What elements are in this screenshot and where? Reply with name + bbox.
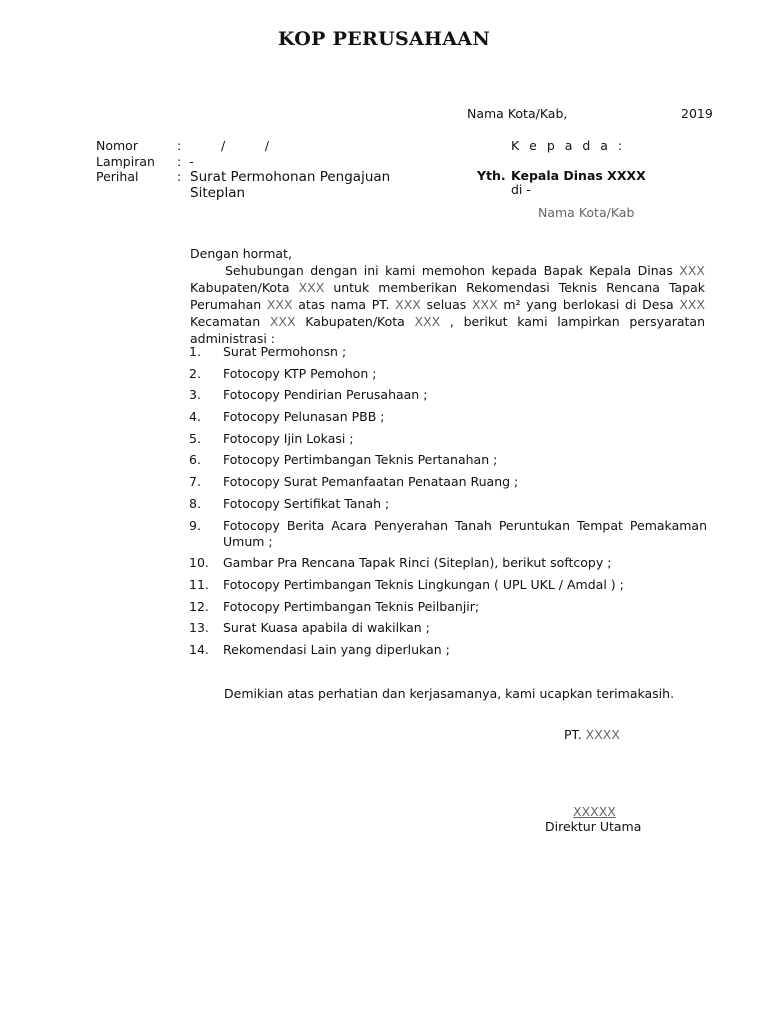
list-item: 11. Fotocopy Pertimbangan Teknis Lingkungan ( UPL UKL / Amdal ) ; bbox=[189, 576, 624, 592]
signer-title: Direktur Utama bbox=[545, 819, 642, 834]
list-item: 13. Surat Kuasa apabila di wakilkan ; bbox=[189, 620, 430, 636]
letterhead-title: KOP PERUSAHAAN bbox=[277, 28, 491, 50]
closing-text: Demikian atas perhatian dan kerjasamanya, kami ucapkan terimakasih. bbox=[224, 686, 675, 701]
date-city: Nama Kota/Kab, bbox=[467, 106, 568, 121]
signer-name: XXXXX bbox=[573, 804, 616, 819]
list-item: 8. Fotocopy Sertifikat Tanah ; bbox=[189, 495, 390, 511]
list-item: 4. Fotocopy Pelunasan PBB ; bbox=[189, 409, 385, 425]
list-item: 2. Fotocopy KTP Pemohon ; bbox=[189, 365, 377, 381]
lampiran-label: Lampiran bbox=[96, 154, 155, 169]
company-line: PT. XXXX bbox=[564, 727, 620, 742]
list-item: 12. Fotocopy Pertimbangan Teknis Peilbanjir; bbox=[189, 598, 480, 614]
perihal-label: Perihal bbox=[96, 169, 139, 184]
nomor-label: Nomor bbox=[96, 138, 138, 153]
list-item: 5. Fotocopy Ijin Lokasi ; bbox=[189, 430, 354, 446]
list-item: 7. Fotocopy Surat Pemanfaatan Penataan Ruang ; bbox=[189, 474, 519, 490]
perihal-colon: : bbox=[177, 169, 182, 184]
recipient-city: Nama Kota/Kab bbox=[538, 205, 635, 220]
list-item: 10. Gambar Pra Rencana Tapak Rinci (Siteplan), berikut softcopy ; bbox=[189, 555, 612, 571]
nomor-value: : / / bbox=[177, 138, 270, 153]
kepada-label: K e p a d a : bbox=[511, 138, 626, 153]
intro-paragraph: Sehubungan dengan ini kami memohon kepada Bapak Kepala Dinas XXX Kabupaten/Kota XXX untuk memberikan Rekomendasi Teknis Rencana Tapak Perumahan XXX atas nama PT. XXX seluas XXX m² yang berlokasi di Desa XXX Kecamatan XXX Kabupaten/Kota XXX , berikut kami lampirkan persyaratan administrasi : bbox=[190, 263, 706, 346]
list-item: 14. Rekomendasi Lain yang diperlukan ; bbox=[189, 641, 450, 657]
recipient-name: Kepala Dinas XXXX bbox=[511, 168, 646, 183]
lampiran-value: : - bbox=[177, 154, 194, 169]
requirements-list bbox=[189, 344, 707, 664]
list-item: 1. Surat Permohonsn ; bbox=[189, 344, 347, 359]
yth-label: Yth. bbox=[477, 168, 506, 183]
perihal-line2: Siteplan bbox=[190, 185, 246, 201]
list-item: 3. Fotocopy Pendirian Perusahaan ; bbox=[189, 387, 428, 403]
perihal-line1: Surat Permohonan Pengajuan bbox=[190, 169, 391, 185]
greeting: Dengan hormat, bbox=[190, 246, 292, 261]
list-item: 9. Fotocopy Berita Acara Penyerahan Tanah Peruntukan Tempat Pemakaman Umum ; bbox=[189, 517, 707, 549]
recipient-di: di - bbox=[511, 182, 531, 197]
list-item: 6. Fotocopy Pertimbangan Teknis Pertanahan ; bbox=[189, 452, 498, 468]
date-year: 2019 bbox=[681, 106, 713, 121]
